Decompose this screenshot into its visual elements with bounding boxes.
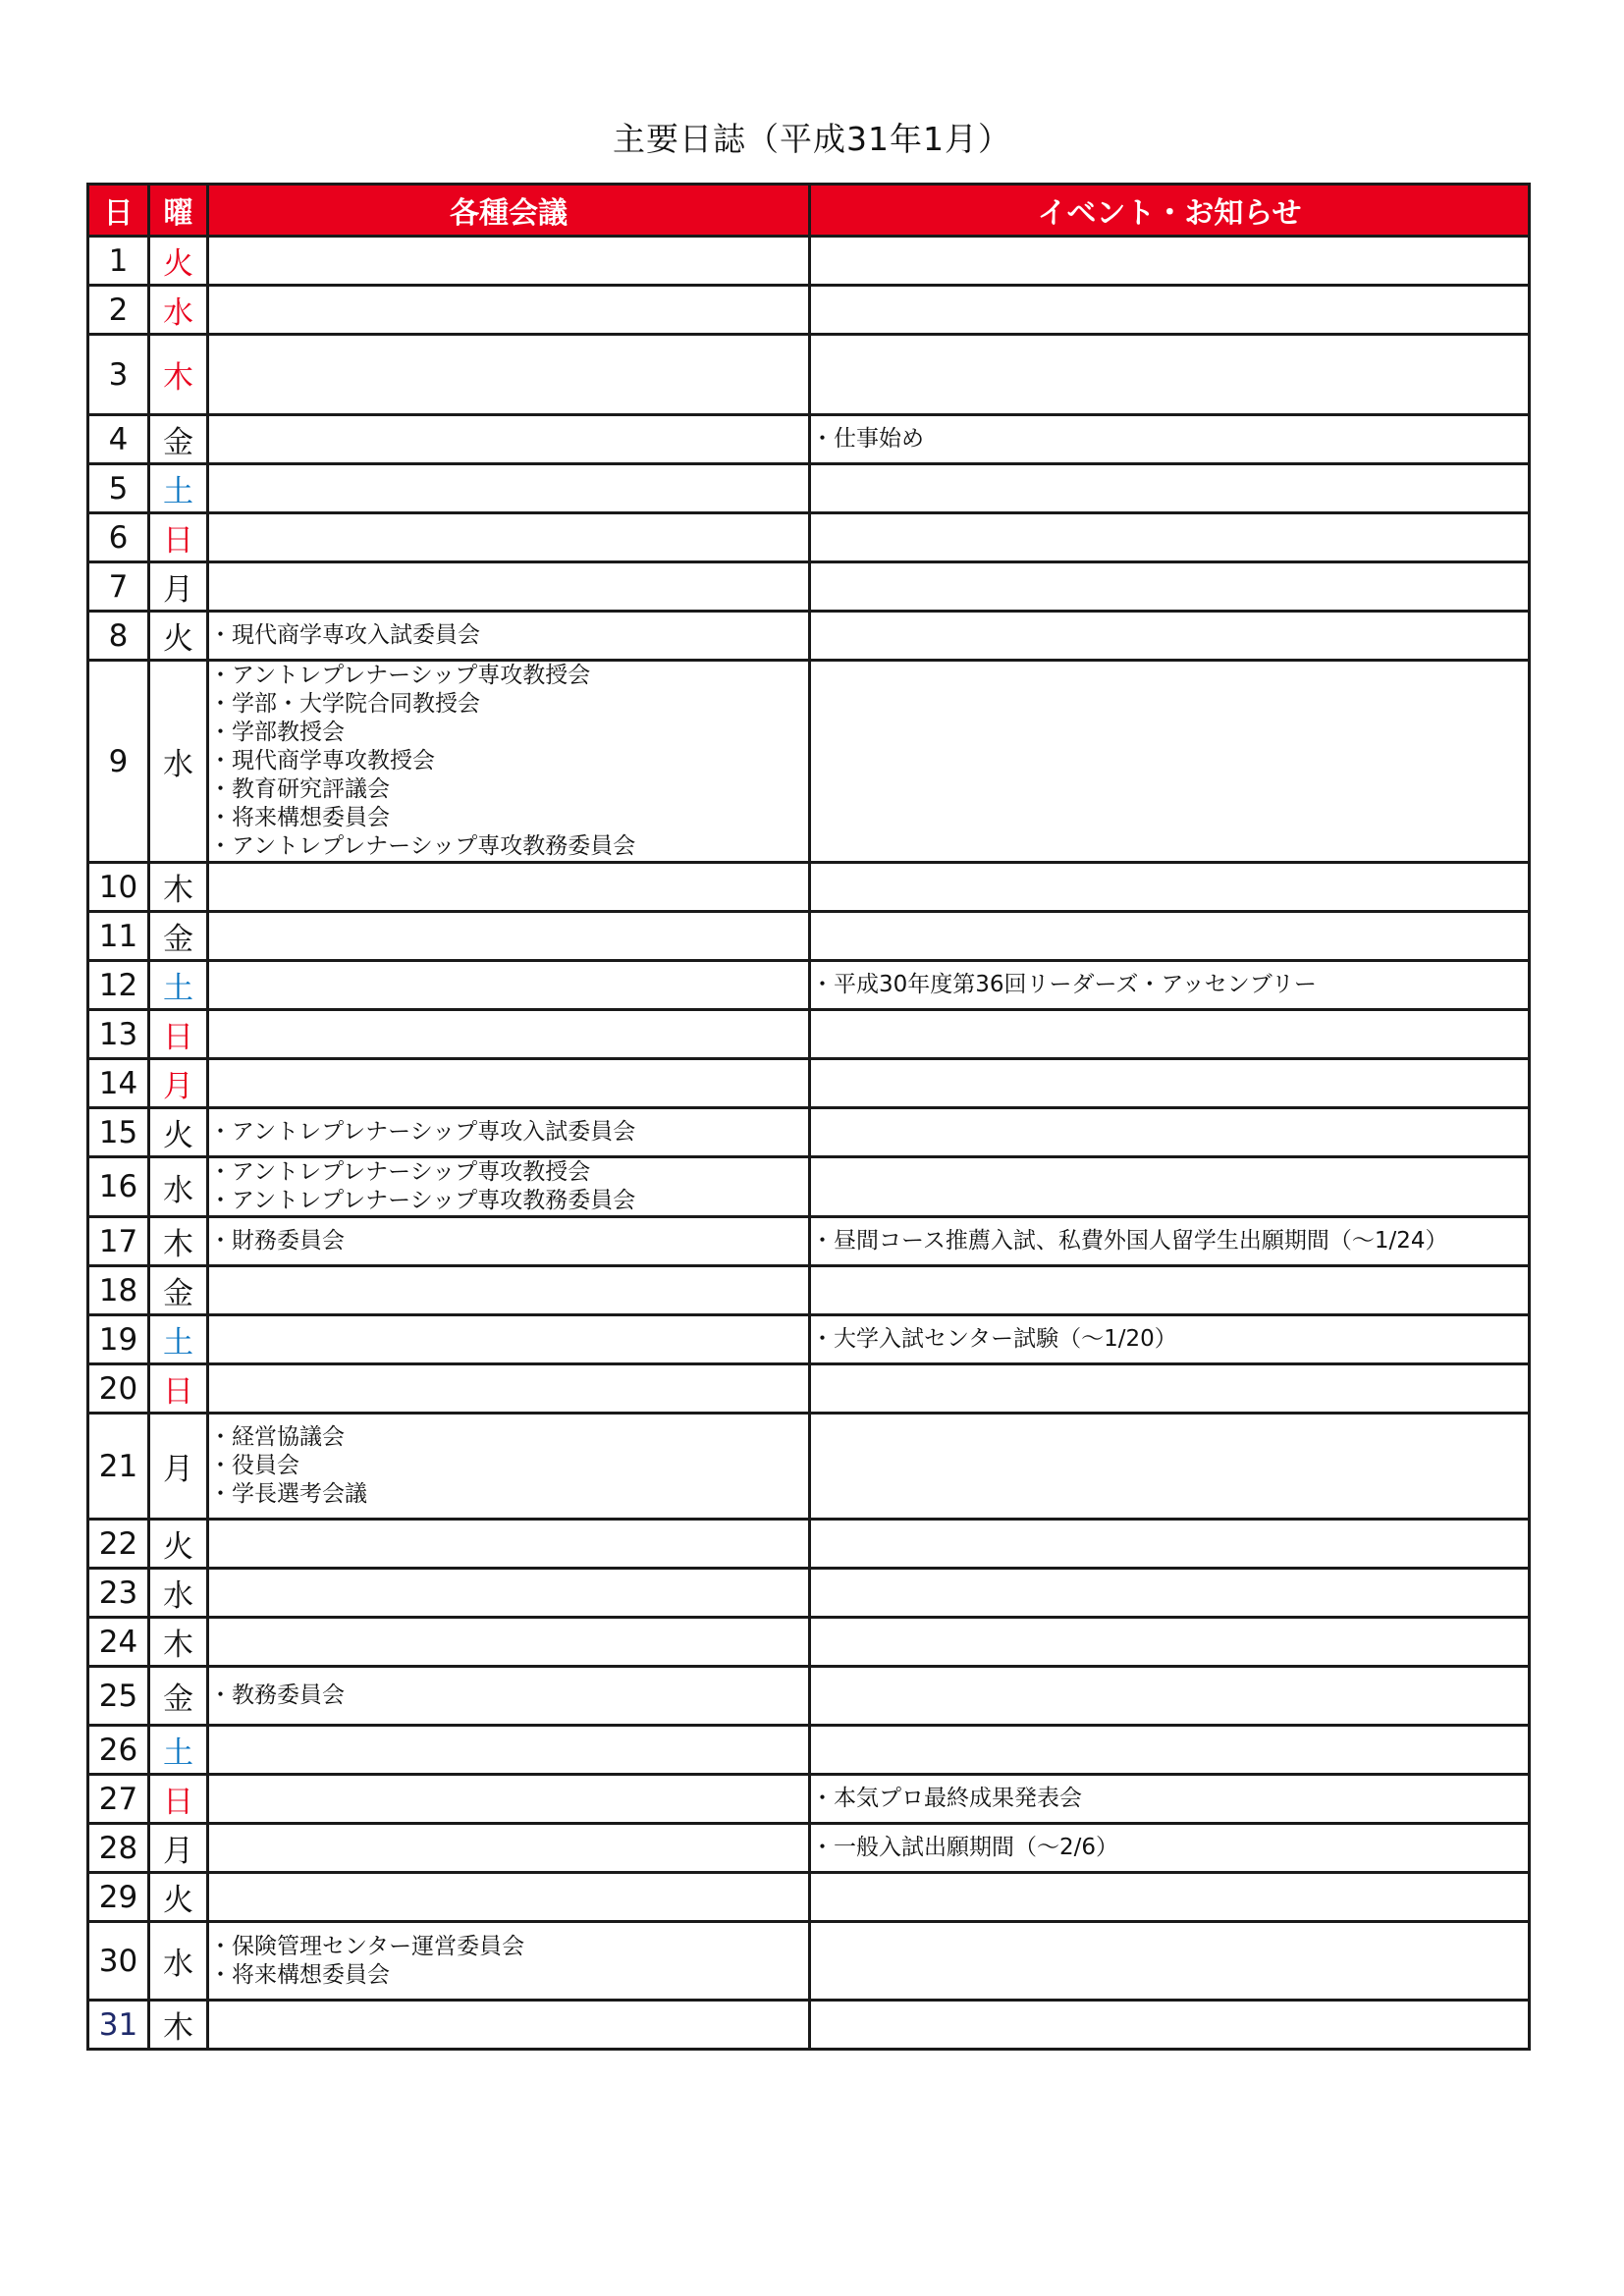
events-cell [810,237,1530,286]
meetings-cell [208,1667,810,1726]
meetings-cell [208,1775,810,1824]
meetings-cell [208,415,810,464]
meeting-item: ・将来構想委員会 [209,805,390,830]
events-cell [810,1520,1530,1569]
meetings-cell [208,863,810,912]
diary-row [88,1108,1530,1157]
weekday-cell: 月 [149,562,208,612]
diary-table [86,183,1531,2051]
weekday-cell: 日 [149,513,208,562]
meetings-cell [208,1824,810,1873]
diary-row [88,1414,1530,1520]
meetings-cell [208,562,810,612]
header-meetings: 各種会議 [208,185,810,237]
event-item: ・昼間コース推薦入試、私費外国人留学生出願期間（～1/24） [811,1228,1448,1254]
diary-row [88,1520,1530,1569]
meeting-item: ・現代商学専攻教授会 [209,748,435,774]
meetings-cell [208,2001,810,2050]
weekday-cell: 水 [149,661,208,863]
meetings-cell [208,464,810,513]
diary-row [88,1157,1530,1217]
event-item: ・本気プロ最終成果発表会 [811,1786,1082,1811]
weekday-cell: 水 [149,286,208,335]
diary-row [88,1364,1530,1414]
diary-row [88,464,1530,513]
weekday-cell: 水 [149,1922,208,2001]
meeting-item: ・学部教授会 [209,720,345,745]
weekday-cell: 土 [149,1726,208,1775]
day-cell: 7 [88,562,149,612]
meetings-cell [208,335,810,415]
meetings-cell [208,237,810,286]
weekday-cell: 金 [149,415,208,464]
events-cell [810,612,1530,661]
event-item: ・大学入試センター試験（～1/20） [811,1326,1177,1352]
events-cell [810,415,1530,464]
events-cell [810,286,1530,335]
meetings-cell [208,1414,810,1520]
day-cell: 31 [88,2001,149,2050]
weekday-cell: 金 [149,1266,208,1315]
meeting-item: ・学部・大学院合同教授会 [209,691,480,717]
day-cell: 26 [88,1726,149,1775]
diary-row [88,1059,1530,1108]
events-cell [810,1569,1530,1618]
weekday-cell: 水 [149,1569,208,1618]
events-cell [810,661,1530,863]
events-cell [810,513,1530,562]
weekday-cell: 火 [149,612,208,661]
weekday-cell: 火 [149,1520,208,1569]
diary-body [88,237,1530,2050]
meeting-item: ・現代商学専攻入試委員会 [209,622,480,648]
meetings-cell [208,1726,810,1775]
day-cell: 21 [88,1414,149,1520]
meetings-cell [208,961,810,1010]
event-item: ・一般入試出願期間（～2/6） [811,1835,1119,1860]
diary-row [88,1824,1530,1873]
day-cell: 5 [88,464,149,513]
diary-row [88,1010,1530,1059]
day-cell: 13 [88,1010,149,1059]
meetings-cell [208,1873,810,1922]
diary-row [88,2001,1530,2050]
weekday-cell: 水 [149,1157,208,1217]
weekday-cell: 日 [149,1364,208,1414]
weekday-cell: 月 [149,1824,208,1873]
events-cell [810,1618,1530,1667]
header-row [88,185,1530,237]
diary-row [88,562,1530,612]
day-cell: 15 [88,1108,149,1157]
day-cell: 17 [88,1217,149,1266]
events-cell [810,1157,1530,1217]
diary-row [88,863,1530,912]
events-cell [810,464,1530,513]
meeting-item: ・財務委員会 [209,1228,345,1254]
diary-row [88,1873,1530,1922]
weekday-cell: 木 [149,1217,208,1266]
meeting-item: ・役員会 [209,1453,299,1478]
diary-row [88,661,1530,863]
weekday-cell: 土 [149,961,208,1010]
day-cell: 8 [88,612,149,661]
meetings-cell [208,1217,810,1266]
weekday-cell: 木 [149,1618,208,1667]
day-cell: 1 [88,237,149,286]
weekday-cell: 木 [149,2001,208,2050]
weekday-cell: 金 [149,1667,208,1726]
meeting-item: ・アントレプレナーシップ専攻入試委員会 [209,1119,636,1145]
events-cell [810,1726,1530,1775]
diary-row [88,612,1530,661]
meetings-cell [208,1315,810,1364]
diary-row [88,1922,1530,2001]
day-cell: 30 [88,1922,149,2001]
events-cell [810,863,1530,912]
meetings-cell [208,1266,810,1315]
day-cell: 23 [88,1569,149,1618]
meeting-item: ・経営協議会 [209,1424,345,1450]
weekday-cell: 火 [149,1108,208,1157]
meetings-cell [208,1108,810,1157]
header-weekday: 曜 [149,185,208,237]
events-cell [810,1217,1530,1266]
meeting-item: ・アントレプレナーシップ専攻教務委員会 [209,833,636,859]
diary-row [88,1726,1530,1775]
meeting-item: ・教務委員会 [209,1682,345,1708]
diary-row [88,1667,1530,1726]
meeting-item: ・教育研究評議会 [209,776,390,802]
meetings-cell [208,1618,810,1667]
events-cell [810,2001,1530,2050]
day-cell: 19 [88,1315,149,1364]
diary-row [88,1266,1530,1315]
header-events: イベント・お知らせ [810,185,1530,237]
day-cell: 28 [88,1824,149,1873]
page-title: 主要日誌（平成31年1月） [613,120,1011,158]
events-cell [810,1873,1530,1922]
meetings-cell [208,286,810,335]
events-cell [810,961,1530,1010]
events-cell [810,1108,1530,1157]
day-cell: 4 [88,415,149,464]
weekday-cell: 金 [149,912,208,961]
meetings-cell [208,612,810,661]
weekday-cell: 木 [149,335,208,415]
diary-row [88,237,1530,286]
header-day: 日 [88,185,149,237]
meetings-cell [208,661,810,863]
event-item: ・仕事始め [811,426,924,452]
meeting-item: ・アントレプレナーシップ専攻教授会 [209,1159,591,1185]
meetings-cell [208,1364,810,1414]
day-cell: 20 [88,1364,149,1414]
day-cell: 9 [88,661,149,863]
meetings-cell [208,1569,810,1618]
meeting-item: ・アントレプレナーシップ専攻教授会 [209,663,591,688]
meeting-item: ・保険管理センター運営委員会 [209,1933,525,1959]
meetings-cell [208,1157,810,1217]
day-cell: 22 [88,1520,149,1569]
diary-row [88,1618,1530,1667]
events-cell [810,1364,1530,1414]
meeting-item: ・学長選考会議 [209,1481,367,1507]
day-cell: 14 [88,1059,149,1108]
events-cell [810,1775,1530,1824]
weekday-cell: 日 [149,1010,208,1059]
diary-row [88,912,1530,961]
diary-row [88,513,1530,562]
event-item: ・平成30年度第36回リーダーズ・アッセンブリー [811,972,1317,997]
events-cell [810,1266,1530,1315]
diary-row [88,286,1530,335]
day-cell: 3 [88,335,149,415]
meetings-cell [208,1010,810,1059]
meetings-cell [208,912,810,961]
events-cell [810,1824,1530,1873]
meetings-cell [208,513,810,562]
events-cell [810,562,1530,612]
events-cell [810,1922,1530,2001]
diary-row [88,1569,1530,1618]
events-cell [810,1414,1530,1520]
meeting-item: ・アントレプレナーシップ専攻教務委員会 [209,1188,636,1213]
diary-row [88,1217,1530,1266]
weekday-cell: 火 [149,1873,208,1922]
day-cell: 24 [88,1618,149,1667]
day-cell: 2 [88,286,149,335]
weekday-cell: 木 [149,863,208,912]
day-cell: 27 [88,1775,149,1824]
weekday-cell: 土 [149,464,208,513]
events-cell [810,912,1530,961]
day-cell: 12 [88,961,149,1010]
meeting-item: ・将来構想委員会 [209,1961,390,1988]
events-cell [810,1059,1530,1108]
day-cell: 16 [88,1157,149,1217]
day-cell: 6 [88,513,149,562]
weekday-cell: 月 [149,1414,208,1520]
weekday-cell: 日 [149,1775,208,1824]
diary-row [88,961,1530,1010]
events-cell [810,335,1530,415]
diary-row [88,335,1530,415]
day-cell: 10 [88,863,149,912]
day-cell: 18 [88,1266,149,1315]
events-cell [810,1667,1530,1726]
day-cell: 25 [88,1667,149,1726]
meetings-cell [208,1922,810,2001]
diary-row [88,1775,1530,1824]
diary-row [88,1315,1530,1364]
weekday-cell: 月 [149,1059,208,1108]
diary-row [88,415,1530,464]
events-cell [810,1315,1530,1364]
weekday-cell: 土 [149,1315,208,1364]
meetings-cell [208,1520,810,1569]
day-cell: 11 [88,912,149,961]
day-cell: 29 [88,1873,149,1922]
meetings-cell [208,1059,810,1108]
events-cell [810,1010,1530,1059]
weekday-cell: 火 [149,237,208,286]
